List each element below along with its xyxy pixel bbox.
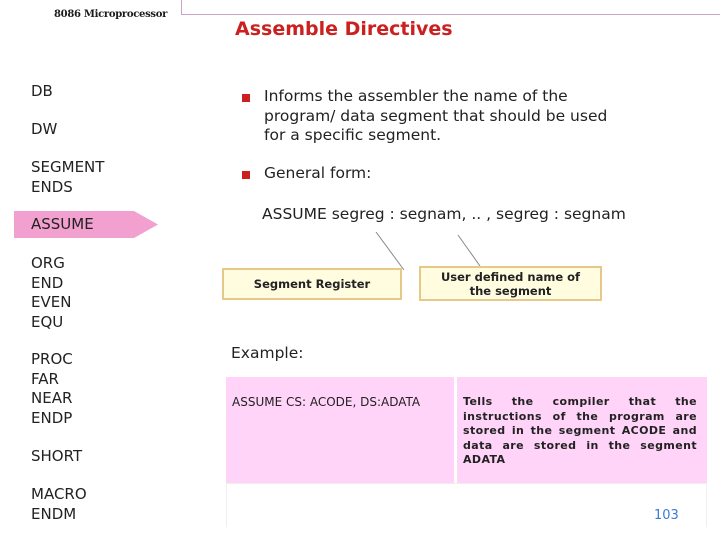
example-code-box (226, 377, 454, 483)
user-defined-pointer (458, 235, 480, 266)
bullet-line: program/ data segment that should be used (264, 106, 608, 125)
example-note-line: instructions of the program are (463, 409, 697, 423)
bullet-line: for a specific segment. (264, 126, 442, 144)
example-note-line: ADATA (463, 453, 506, 466)
example-note-box (457, 377, 707, 483)
page-title: Assemble Directives (235, 18, 453, 40)
segment-register-pointer (376, 232, 404, 270)
sidebar-item-label: ENDP (31, 408, 73, 427)
example-footer-area (226, 483, 707, 527)
callout-user-defined (419, 266, 602, 301)
sidebar-item-label: ENDS (31, 177, 73, 196)
callout-text: User defined name of (440, 269, 581, 284)
bullet-line: Informs the assembler the name of the (264, 87, 568, 105)
callout-text: the segment (469, 283, 552, 298)
sidebar-item-label: EVEN (31, 293, 72, 311)
bullet-line: General form: (264, 164, 372, 182)
sidebar-item-label: MACRO (31, 485, 87, 503)
sidebar-item-label: DB (31, 82, 53, 100)
sidebar-item-label: EQU (31, 312, 64, 331)
example-code: ASSUME CS: ACODE, DS:ADATA (232, 395, 421, 409)
example-label: Example: (231, 344, 304, 362)
sidebar-item-label: END (31, 273, 64, 292)
header-label: 8086 Microprocessor (54, 9, 168, 20)
sidebar-item-label: DW (31, 120, 58, 138)
general-form-syntax: ASSUME segreg : segnam, .. , segreg : segnam (262, 205, 626, 223)
example-note-line: Tells the compiler that the (463, 395, 697, 408)
page-number: 103 (654, 508, 679, 523)
example-note-line: data are stored in the segment (463, 438, 697, 452)
sidebar-item-label: PROC (31, 350, 73, 368)
callout-text: Segment Register (253, 277, 371, 291)
sidebar-item-label: SEGMENT (31, 158, 105, 176)
sidebar-item-label: FAR (31, 369, 59, 388)
example-note-line: stored in the segment ACODE and (463, 424, 697, 437)
sidebar-item-label: ENDM (31, 504, 77, 523)
sidebar-item-label: ORG (31, 254, 65, 272)
callout-segment-register (222, 268, 402, 300)
sidebar-item-label: NEAR (31, 389, 73, 407)
sidebar-item-label: ASSUME (31, 215, 94, 233)
sidebar-item-label: SHORT (31, 447, 83, 465)
